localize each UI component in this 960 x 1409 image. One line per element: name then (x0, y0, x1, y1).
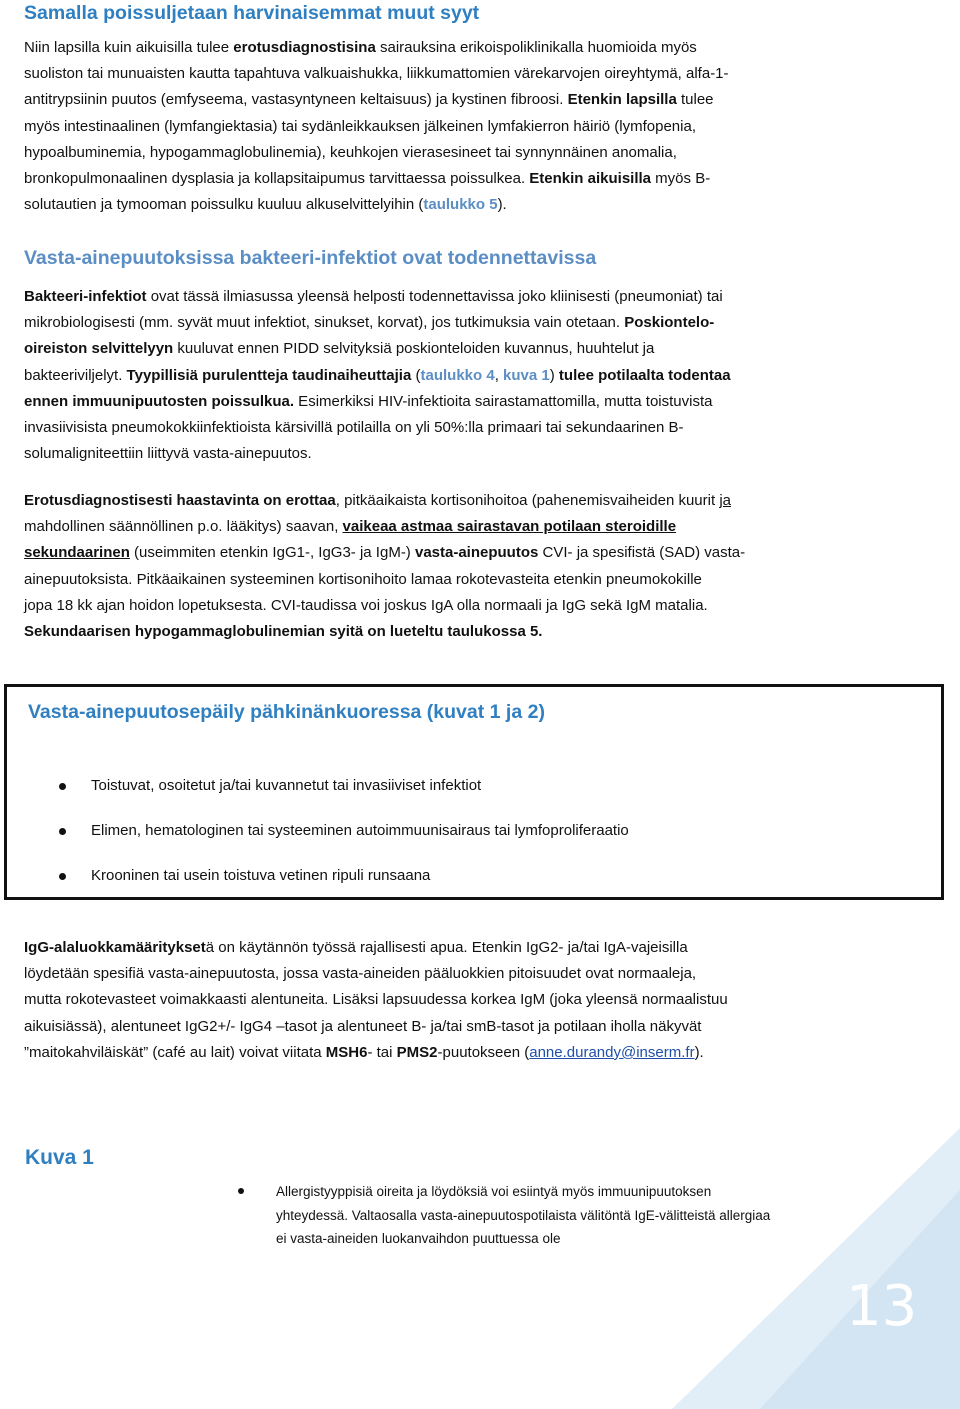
text-line: oireiston selvittelyyn kuuluvat ennen PIDD selvityksiä poskionteloiden kuvannus, huuhtelut ja (24, 340, 655, 358)
text-line: mikrobiologisesti (mm. syvät muut infektiot, sinukset, korvat), jos tutkimuksia vain otetaan. Poskiontelo- (24, 314, 715, 332)
text-line: suoliston tai munuaisten kautta tapahtuva valkuaishukka, liikkumattomien värekarvojen oireyhtymä, alfa-1- (24, 65, 729, 83)
page-number: 13 (846, 1274, 918, 1339)
figure-caption-text (276, 1180, 770, 1251)
paragraph-igg-subclasses (24, 935, 944, 1066)
text-line: hypoalbuminemia, hypogammaglobulinemia), keuhkojen vierasesineet tai synnynnäinen anomalia, (24, 143, 677, 161)
bullet-icon (238, 1188, 244, 1194)
bullet-icon (59, 783, 66, 790)
paragraph-steroid-secondary (24, 488, 944, 645)
summary-box-title: Vasta-ainepuutosepäily pähkinänkuoressa (kuvat 1 ja 2) (28, 701, 545, 723)
paragraph-differential-diagnosis (24, 35, 944, 218)
caption-line: Allergistyyppisiä oireita ja löydöksiä voi esiintyä myös immuunipuutoksen (276, 1184, 712, 1199)
text-line: invasiivisista pneumokokkiinfektioista kärsivillä potilailla on yli 50%:lla primaari tai sekundaarinen B- (24, 419, 684, 437)
text-line: Sekundaarisen hypogammaglobulinemian syitä on lueteltu taulukossa 5. (24, 623, 543, 641)
text-line: antitrypsiinin puutos (emfyseema, vastasyntyneen keltaisuus) ja kystinen fibroosi. Etenkin lapsilla tulee (24, 91, 714, 109)
text-line: solutautien ja tymooman poissulku kuuluu alkuselvittelyihin (taulukko 5). (24, 196, 507, 214)
text-line: bakteeriviljelyt. Tyypillisiä purulentteja taudinaiheuttajia (taulukko 4, kuva 1) tulee potilaalta todentaa (24, 366, 731, 384)
paragraph-bacterial-infections (24, 284, 944, 467)
text-line: jopa 18 kk ajan hoidon lopetuksesta. CVI-taudissa voi joskus IgA olla normaali ja IgG sekä IgM matalia. (24, 596, 708, 614)
text-line: aikuisiässä), alentuneet IgG2+/- IgG4 –tasot ja alentuneet B- ja/tai smB-tasot ja potilaan iholla näkyvät (24, 1017, 702, 1035)
caption-line: yhteydessä. Valtaosalla vasta-ainepuutospotilaista välitöntä IgE-välitteistä allergiaa (276, 1207, 771, 1223)
figure-1-reference[interactable]: kuva 1 (503, 366, 550, 384)
table-5-reference[interactable]: taulukko 5 (423, 196, 498, 214)
text-line: solumaligniteettiin liittyvä vasta-ainepuutos. (24, 445, 312, 463)
section-heading-bacterial-infections: Vasta-ainepuutoksissa bakteeri-infektiot ovat todennettavissa (24, 247, 597, 269)
text-line: löydetään spesifiä vasta-ainepuutosta, jossa vasta-aineiden pääluokkien pitoisuudet ovat normaaleja, (24, 965, 697, 983)
text-line: ”maitokahviläiskät” (café au lait) voivat viitata MSH6- tai PMS2-puutokseen (anne.durandy@inserm.fr). (24, 1043, 704, 1061)
section-heading-rare-causes: Samalla poissuljetaan harvinaisemmat muut syyt (24, 2, 480, 24)
text-line: IgG-alaluokkamäärityksetä on käytännön työssä rajallisesti apua. Etenkin IgG2- ja/tai IgA-vajeisilla (24, 939, 688, 956)
text-line: sekundaarinen (useimmiten etenkin IgG1-, IgG3- ja IgM-) vasta-ainepuutos CVI- ja spesifistä (SAD) vasta- (24, 544, 746, 562)
caption-line: ei vasta-aineiden luokanvaihdon puuttuessa ole (276, 1231, 561, 1246)
text-line: ainepuutoksista. Pitkäaikainen systeeminen kortisonihoito lamaa rokotevasteita etenkin pneumokokille (24, 570, 702, 588)
text-line: ennen immuunipuutosten poissulkua. Esimerkiksi HIV-infektioita sairastamattomilla, mutta toistuvista (24, 392, 713, 410)
text-line: mutta rokotevasteet voimakkaasti alentuneita. Lisäksi lapsuudessa korkea IgM (joka yleensä normaalistuu (24, 991, 728, 1009)
text-line: myös intestinaalinen (lymfangiektasia) tai sydänleikkauksen jälkeinen lymfakierron häiriö (lymfopenia, (24, 117, 696, 135)
text-line: Erotusdiagnostisesti haastavinta on erottaa, pitkäaikaista kortisonihoitoa (pahenemisvaiheiden kuurit ja (24, 492, 731, 509)
figure-title: Kuva 1 (25, 1146, 94, 1169)
email-link[interactable]: anne.durandy@inserm.fr (529, 1043, 695, 1061)
text-line: bronkopulmonaalinen dysplasia ja kollapsitaipumus tarvittaessa poissulkea. Etenkin aikuisilla myös B- (24, 170, 711, 188)
summary-box: Vasta-ainepuutosepäily pähkinänkuoressa (kuvat 1 ja 2) Toistuvat, osoitetut ja/tai kuvannetut tai invasiiviset infektiot Elimen, hematologinen tai systeeminen autoimmuunisairaus tai lymfoproliferaatio Krooninen tai usein toistuva vetinen ripuli runsaana (4, 684, 944, 900)
text-line: mahdollinen säännöllinen p.o. lääkitys) saavan, vaikeaa astmaa sairastavan potilaan steroidille (24, 518, 677, 536)
text-line: Bakteeri-infektiot ovat tässä ilmiasussa yleensä helposti todennettavissa joko kliinisesti (pneumoniat) tai (24, 288, 723, 305)
text-line: Niin lapsilla kuin aikuisilla tulee erotusdiagnostisina sairauksina erikoispoliklinikalla huomioida myös (24, 39, 697, 56)
table-4-reference[interactable]: taulukko 4 (420, 366, 495, 384)
bullet-icon (59, 828, 66, 835)
bullet-icon (59, 873, 66, 880)
